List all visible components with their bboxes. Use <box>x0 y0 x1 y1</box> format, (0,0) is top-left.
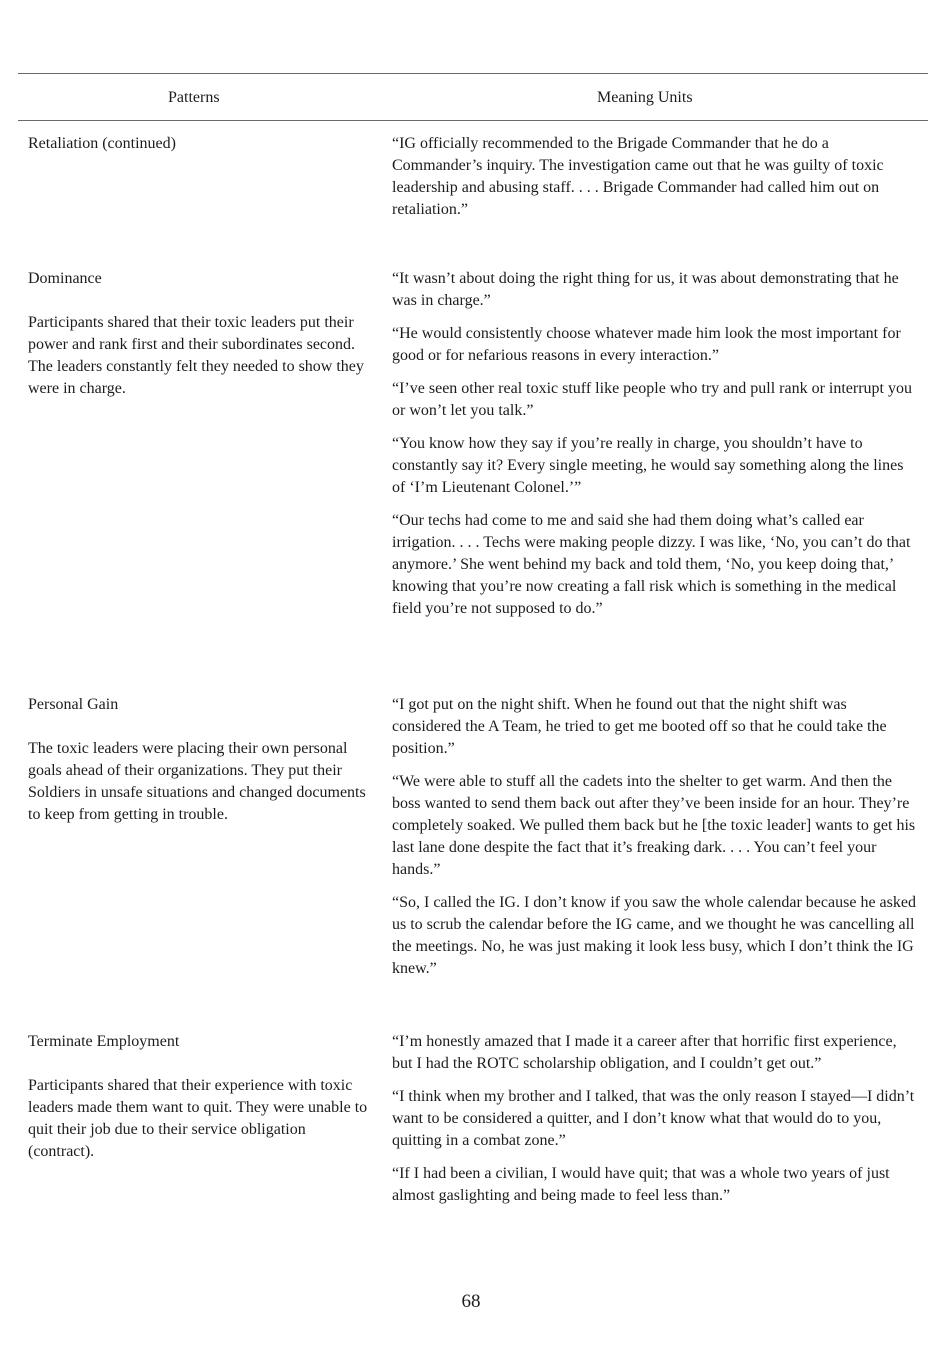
meaning-unit: “I got put on the night shift. When he found out that the night shift was considered the A Team, he tried to get me booted off so that he could take the position.” <box>392 696 887 757</box>
meaning-unit: “We were able to stuff all the cadets into the shelter to get warm. And then the boss wanted to send them back out after they’ve been inside for an hour. They’re completely soaked. We pulled them back but he [the toxic leader] wants to get his last lane done despite the fact that it’s freaking dark. . . . You can’t feel your hands.” <box>392 773 916 878</box>
meaning-units-retaliation <box>392 133 920 232</box>
meaning-units-dominance <box>392 268 920 631</box>
meaning-unit: “If I had been a civilian, I would have quit; that was a whole two years of just almost gaslighting and being made to feel less than.” <box>392 1165 890 1204</box>
pattern-description-personal-gain: The toxic leaders were placing their own personal goals ahead of their organizations. They put their Soldiers in unsafe situations and changed documents to keep from getting in trouble. <box>28 740 366 823</box>
meaning-units-personal-gain <box>392 694 920 991</box>
pattern-title-dominance: Dominance <box>28 270 102 287</box>
pattern-description-dominance: Participants shared that their toxic leaders put their power and rank first and their subordinates second. The leaders constantly felt they needed to show they were in charge. <box>28 314 364 397</box>
meaning-unit: “I’m honestly amazed that I made it a career after that horrific first experience, but I had the ROTC scholarship obligation, and I couldn’t get out.” <box>392 1033 897 1072</box>
top-rule <box>18 73 928 74</box>
pattern-title-terminate-employment: Terminate Employment <box>28 1033 180 1050</box>
meaning-unit: “You know how they say if you’re really in charge, you shouldn’t have to constantly say it? Every single meeting, he would say something along the lines of ‘I’m Lieutenant Colonel.’” <box>392 435 904 496</box>
meaning-unit: “I’ve seen other real toxic stuff like people who try and pull rank or interrupt you or won’t let you talk.” <box>392 380 912 419</box>
header-meaning-units: Meaning Units <box>597 89 693 106</box>
page-number: 68 <box>461 1291 481 1312</box>
meaning-units-terminate-employment <box>392 1031 920 1218</box>
meaning-unit: “IG officially recommended to the Brigade Commander that he do a Commander’s inquiry. The investigation came out that he was guilty of toxic leadership and abusing staff. . . . Brigade Commander had called him out on retaliation.” <box>392 135 884 218</box>
pattern-title-retaliation: Retaliation (continued) <box>28 135 176 152</box>
meaning-unit: “It wasn’t about doing the right thing for us, it was about demonstrating that he was in charge.” <box>392 270 899 309</box>
pattern-description-terminate-employment: Participants shared that their experience with toxic leaders made them want to quit. They were unable to quit their job due to their service obligation (contract). <box>28 1077 368 1160</box>
meaning-unit: “Our techs had come to me and said she had them doing what’s called ear irrigation. . . . Techs were making people dizzy. I was like, ‘No, you can’t do that anymore.’ She went behind my back and told them, ‘No, you keep doing that,’ knowing that you’re now creating a fall risk which is something in the medical field you’re not supposed to do.” <box>392 512 911 617</box>
header-patterns: Patterns <box>168 89 220 106</box>
pattern-title-personal-gain: Personal Gain <box>28 696 119 713</box>
meaning-unit: “He would consistently choose whatever made him look the most important for good or for nefarious reasons in every interaction.” <box>392 325 901 364</box>
header-rule <box>18 120 928 121</box>
meaning-unit: “I think when my brother and I talked, that was the only reason I stayed—I didn’t want to be considered a quitter, and I don’t know what that would do to you, quitting in a combat zone.” <box>392 1088 915 1149</box>
meaning-unit: “So, I called the IG. I don’t know if you saw the whole calendar because he asked us to scrub the calendar before the IG came, and we thought he was cancelling all the meetings. No, he was just making it look less busy, which I don’t think the IG knew.” <box>392 894 916 977</box>
